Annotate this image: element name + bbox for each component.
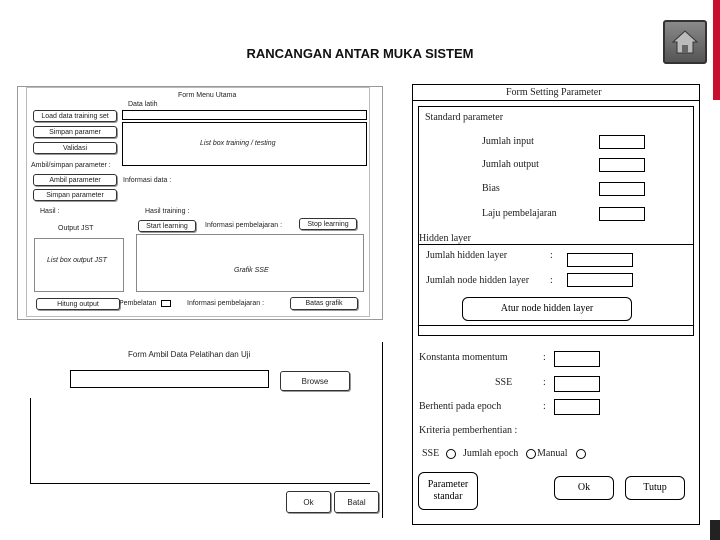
informasi-data-label: Informasi data : xyxy=(123,177,172,184)
browse-button[interactable]: Browse xyxy=(280,371,350,391)
ambil-parameter-button[interactable]: Ambil parameter xyxy=(33,174,117,186)
jumlah-node-label: Jumlah node hidden layer xyxy=(426,275,530,286)
radio-manual[interactable] xyxy=(576,449,586,459)
setting-title-divider xyxy=(412,100,700,101)
ambil-title: Form Ambil Data Pelatihan dan Uji xyxy=(128,350,251,359)
colon-3: : xyxy=(543,352,546,363)
data-latih-label: Data latih xyxy=(128,101,158,108)
informasi-pembelajaran2-label: Informasi pembelajaran : xyxy=(187,300,265,307)
home-icon xyxy=(671,28,699,56)
informasi-pembelajaran-label: Informasi pembelajaran : xyxy=(205,222,283,229)
bias-field[interactable] xyxy=(599,182,645,196)
jumlah-node-field[interactable] xyxy=(567,273,633,287)
batas-grafik-button[interactable]: Batas grafik xyxy=(290,297,358,310)
berhenti-field[interactable] xyxy=(554,399,600,415)
colon-1: : xyxy=(550,250,553,261)
radio-sse-label: SSE xyxy=(422,448,440,459)
setting-tutup-button[interactable]: Tutup xyxy=(625,476,685,500)
berhenti-label: Berhenti pada epoch xyxy=(419,401,502,412)
grafik-box xyxy=(136,234,364,292)
accent-bar xyxy=(713,0,720,100)
simpan-paramer-button[interactable]: Simpan paramer xyxy=(33,126,117,138)
radio-epoch-label: Jumlah epoch xyxy=(463,448,519,459)
pembelatan-label: Pembelatan xyxy=(119,300,157,307)
pembelatan-field[interactable] xyxy=(161,300,171,307)
bias-label: Bias xyxy=(482,183,500,194)
ambil-form-border xyxy=(382,342,383,518)
parameter-standar-button[interactable]: Parameter standar xyxy=(418,472,478,510)
listbox-output[interactable] xyxy=(34,238,124,292)
sse-label: SSE xyxy=(495,377,513,388)
atur-node-button[interactable]: Atur node hidden layer xyxy=(462,297,632,321)
ambil-listbox[interactable] xyxy=(30,398,370,484)
kriteria-label: Kriteria pemberhentian : xyxy=(419,425,518,436)
start-learning-button[interactable]: Start learning xyxy=(138,220,196,232)
jumlah-output-field[interactable] xyxy=(599,158,645,172)
laju-label: Laju pembelajaran xyxy=(482,208,557,219)
listbox-output-text: List box output JST xyxy=(47,257,107,264)
jumlah-input-field[interactable] xyxy=(599,135,645,149)
ambil-path-field[interactable] xyxy=(70,370,269,388)
grafik-text: Grafik SSE xyxy=(234,267,269,274)
simpan-parameter-button[interactable]: Simpan parameter xyxy=(33,189,117,201)
setting-title: Form Setting Parameter xyxy=(506,87,602,98)
colon-2: : xyxy=(550,275,553,286)
home-button[interactable] xyxy=(663,20,707,64)
stop-learning-button[interactable]: Stop learning xyxy=(299,218,357,230)
colon-5: : xyxy=(543,401,546,412)
jumlah-hidden-label: Jumlah hidden layer xyxy=(426,250,508,261)
listbox-training-text: List box training / testing xyxy=(200,140,276,147)
ambil-batal-button[interactable]: Batal xyxy=(334,491,379,513)
hidden-layer-label: Hidden layer xyxy=(419,233,471,244)
slide-title: RANCANGAN ANTAR MUKA SISTEM xyxy=(246,46,474,61)
standard-label: Standard parameter xyxy=(425,112,504,123)
jumlah-output-label: Jumlah output xyxy=(482,159,539,170)
jumlah-hidden-field[interactable] xyxy=(567,253,633,267)
validasi-button[interactable]: Validasi xyxy=(33,142,117,154)
corner-bar xyxy=(710,520,720,540)
jumlah-input-label: Jumlah input xyxy=(482,136,534,147)
hasil-label: Hasil : xyxy=(40,208,60,215)
radio-manual-label: Manual xyxy=(537,448,568,459)
load-data-button[interactable]: Load data training set xyxy=(33,110,117,122)
output-jst-label: Output JST xyxy=(58,225,94,232)
konstanta-label: Konstanta momentum xyxy=(419,352,508,363)
sse-field[interactable] xyxy=(554,376,600,392)
colon-4: : xyxy=(543,377,546,388)
radio-sse[interactable] xyxy=(446,449,456,459)
konstanta-field[interactable] xyxy=(554,351,600,367)
setting-ok-button[interactable]: Ok xyxy=(554,476,614,500)
ambil-simpan-label: Ambil/simpan parameter : xyxy=(31,162,111,169)
laju-field[interactable] xyxy=(599,207,645,221)
data-latih-field[interactable] xyxy=(122,110,367,120)
hasil-training-label: Hasil training : xyxy=(145,208,190,215)
radio-epoch[interactable] xyxy=(526,449,536,459)
hitung-output-button[interactable]: Hitung output xyxy=(36,298,120,310)
menu-title: Form Menu Utama xyxy=(178,92,237,99)
ambil-ok-button[interactable]: Ok xyxy=(286,491,331,513)
